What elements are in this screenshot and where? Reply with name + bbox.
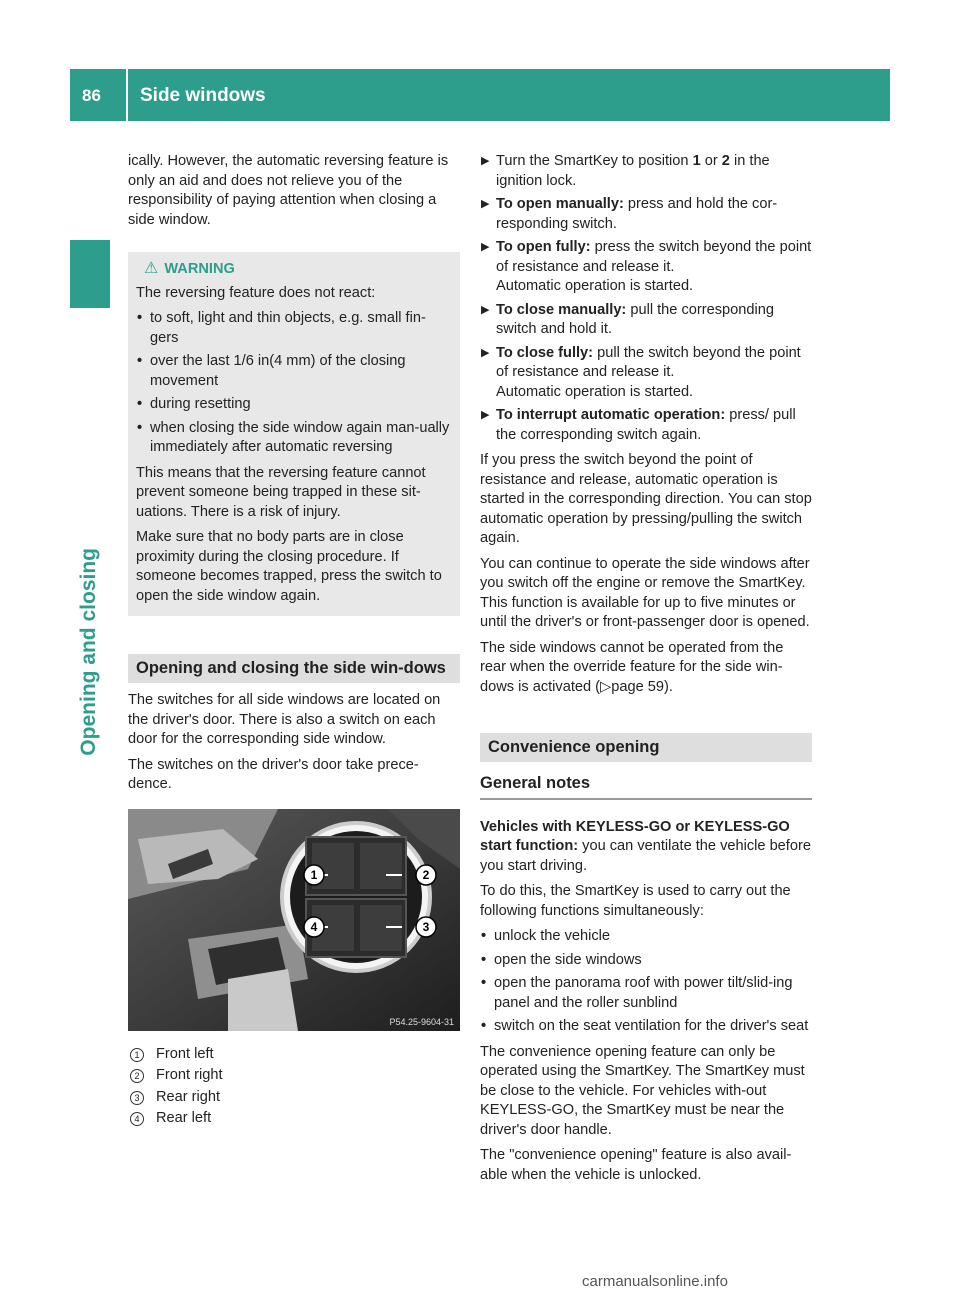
warning-list xyxy=(136,309,452,458)
paragraph: The convenience opening feature can only be operated using the SmartKey. The SmartKey must be close to the vehicle. For vehicles with-out KEYLESS-GO, the SmartKey must be near the driver's door handle. xyxy=(480,1043,805,1138)
legend-item xyxy=(128,1045,460,1065)
legend-label: Rear left xyxy=(156,1110,212,1126)
paragraph: The switches for all side windows are located on the driver's door. There is also a switch on each door for the corresponding side window. xyxy=(128,692,441,747)
chapter-tab: Opening and closing xyxy=(77,548,100,756)
instruction-steps xyxy=(480,152,812,445)
list-item: • to soft, light and thin objects, e.g. small fin-gers xyxy=(136,309,452,348)
header-divider xyxy=(126,69,128,121)
door-switches-image xyxy=(128,809,460,1031)
warning-intro: The reversing feature does not react: xyxy=(136,284,376,301)
chapter-marker xyxy=(70,240,110,308)
step-item: ▶ To open fully: press the switch beyond the point of resistance and release it. Automatic operation is started. xyxy=(480,238,812,297)
page-number: 86 xyxy=(82,86,101,105)
list-item: • when closing the side window again man-ually immediately after automatic reversing xyxy=(136,419,452,458)
step-item: ▶ To interrupt automatic operation: press/ pull the corresponding switch again. xyxy=(480,406,812,445)
right-column xyxy=(480,152,812,1191)
page-title: Side windows xyxy=(140,85,266,106)
paragraph: You can continue to operate the side windows after you switch off the engine or remove the SmartKey. This function is available for up to five minutes or until the driver's or front-passenger door is opened. xyxy=(480,555,810,630)
legend-label: Front left xyxy=(156,1045,214,1062)
warning-paragraph: Make sure that no body parts are in close proximity during the closing procedure. If someone becomes trapped, press the switch to open the side window again. xyxy=(136,529,442,604)
paragraph: The switches on the driver's door take prece-dence. xyxy=(128,756,419,792)
step-item: ▶ Turn the SmartKey to position 1 or 2 in the ignition lock. xyxy=(480,152,812,191)
legend-label: Rear right xyxy=(156,1088,221,1105)
list-item: • switch on the seat ventilation for the driver's seat xyxy=(480,1017,812,1037)
warning-triangle-icon: ⚠ xyxy=(144,260,159,277)
legend-number: 1 xyxy=(130,1048,144,1062)
paragraph: The "convenience opening" feature is also avail-able when the vehicle is unlocked. xyxy=(480,1147,792,1183)
section-heading: Convenience opening xyxy=(480,733,812,762)
step-item: ▶ To close manually: pull the corresponding switch and hold it. xyxy=(480,301,812,340)
legend-label: Front right xyxy=(156,1067,223,1083)
function-list xyxy=(480,927,812,1037)
list-item: • open the panorama roof with power tilt/slid-ing panel and the roller sunblind xyxy=(480,974,812,1013)
legend-item xyxy=(128,1066,460,1086)
legend-item xyxy=(128,1109,460,1129)
sub-heading: General notes xyxy=(480,770,812,800)
site-watermark: carmanualsonline.info xyxy=(582,1273,728,1290)
callout-2: 2 xyxy=(422,867,430,882)
left-column xyxy=(128,152,460,1131)
legend-item xyxy=(128,1088,460,1108)
callout-4: 4 xyxy=(310,919,318,934)
legend-list xyxy=(128,1045,460,1129)
warning-box xyxy=(128,252,460,616)
list-item: • over the last 1/6 in(4 mm) of the closing movement xyxy=(136,352,452,391)
door-panel-illustration xyxy=(128,809,460,1031)
paragraph: The side windows cannot be operated from the rear when the override feature for the side win-dows is activated (▷page 59). xyxy=(480,639,784,695)
image-code: P54.25-9604-31 xyxy=(389,1016,454,1027)
step-item: ▶ To close fully: pull the switch beyond the point of resistance and release it. Automatic operation is started. xyxy=(480,344,812,403)
callout-1: 1 xyxy=(310,867,318,882)
paragraph: To do this, the SmartKey is used to carry out the following functions simultaneously: xyxy=(480,883,791,919)
page-ref-arrow-icon: ▷ xyxy=(600,678,612,695)
legend-number: 4 xyxy=(130,1112,144,1126)
paragraph: Vehicles with KEYLESS-GO or KEYLESS-GO start function: you can ventilate the vehicle before you start driving. xyxy=(480,818,811,874)
legend-number: 3 xyxy=(130,1091,144,1105)
callout-3: 3 xyxy=(422,919,430,934)
warning-heading: ⚠ WARNING xyxy=(144,260,235,277)
section-heading: Opening and closing the side win-dows xyxy=(128,654,460,683)
list-item: • open the side windows xyxy=(480,951,812,971)
intro-paragraph: ically. However, the automatic reversing feature is only an aid and does not relieve you of the responsibility of paying attention when closing a side window. xyxy=(128,153,449,228)
legend-number: 2 xyxy=(130,1069,144,1083)
paragraph: If you press the switch beyond the point of resistance and release, automatic operation is started in the corresponding direction. You can stop automatic operation by pressing/pulling the switch again. xyxy=(480,452,812,546)
page-reference-link[interactable]: page 59). xyxy=(611,678,673,695)
step-item: ▶ To open manually: press and hold the cor-responding switch. xyxy=(480,195,812,234)
warning-paragraph: This means that the reversing feature cannot prevent someone being trapped in these sit-uations. There is a risk of injury. xyxy=(136,464,426,520)
list-item: • unlock the vehicle xyxy=(480,927,812,947)
list-item: • during resetting xyxy=(136,395,452,415)
